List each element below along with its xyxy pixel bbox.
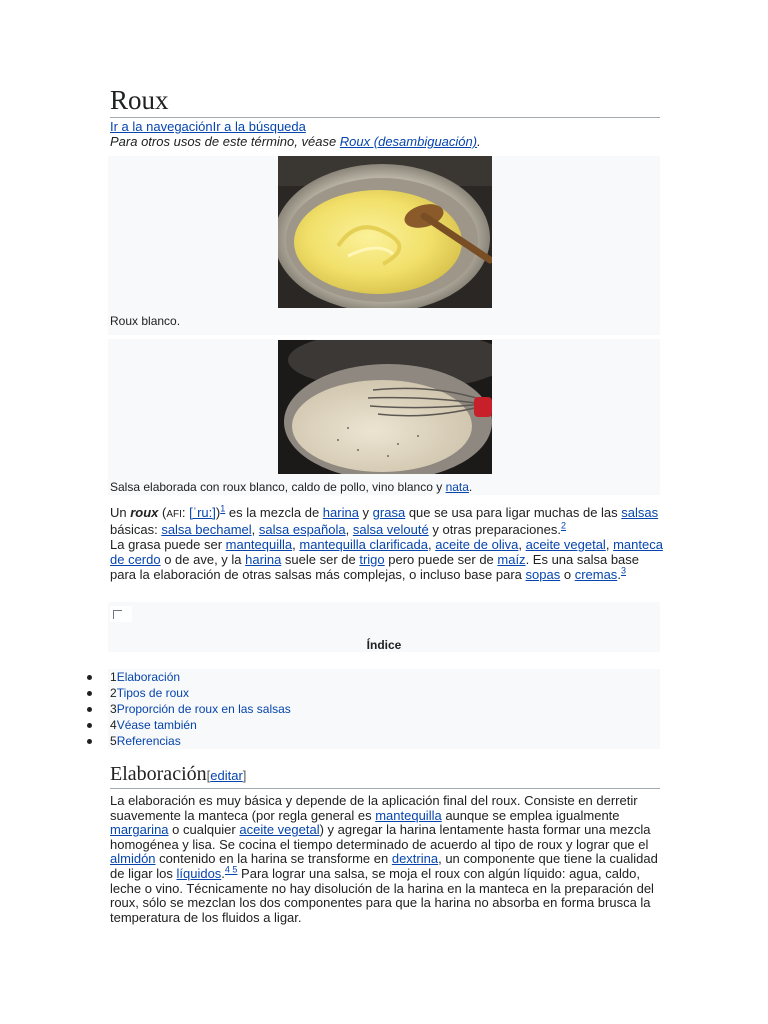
toc-text: Elaboración [116, 670, 181, 684]
intro-text: . Es una salsa base para la elaboración de otras salsas más complejas, o incluso base para [110, 552, 640, 582]
intro-text: . [617, 567, 621, 582]
edit-bracket: [ [206, 768, 211, 783]
toc-toggle-checkbox[interactable] [110, 606, 132, 622]
edit-section-link[interactable]: editar [210, 768, 243, 783]
figure-1-caption: Roux blanco. [110, 314, 181, 328]
disambiguation-link[interactable]: Roux (desambiguación) [339, 134, 478, 149]
salsas-link[interactable]: salsas [621, 505, 659, 520]
intro-text: que se usa para ligar muchas de las [405, 505, 622, 520]
edit-bracket: ] [242, 768, 247, 783]
body-text: . [221, 865, 225, 881]
nata-link[interactable]: nata [445, 480, 469, 494]
ipa-link[interactable]: [ˈru:] [189, 505, 216, 520]
intro-text: o de ave, y la [160, 552, 246, 567]
elaboracion-paragraph [110, 794, 666, 925]
reference-4-5-link[interactable]: 4 5 [224, 864, 238, 875]
intro-text: , [345, 522, 353, 537]
body-text: Para lograr una salsa, se moja el roux con algún líquido: agua, caldo, leche o vino. Técnicamente no hay disolución de la harina en la manteca en la preparación del roux, sólo se mezclan los dos componentes para que la harina no absorba en forma brusca la temperatura de los fluidos a ligar. [110, 865, 654, 925]
toc-list [108, 669, 660, 749]
toc-item[interactable] [108, 701, 660, 717]
toc-text: Véase también [116, 718, 197, 732]
toc-item[interactable] [108, 717, 660, 733]
aceite-vegetal-link[interactable]: aceite vegetal [525, 537, 606, 552]
intro-text: , [428, 537, 436, 552]
almidon-link[interactable]: almidón [110, 851, 156, 867]
figure-2-caption [110, 480, 472, 495]
dextrina-link[interactable]: dextrina [391, 851, 439, 867]
aceite-vegetal-link[interactable]: aceite vegetal [239, 822, 320, 838]
intro-text: Un [110, 505, 131, 520]
toc-number: 3 [110, 702, 117, 716]
intro-paragraph [110, 505, 666, 582]
trigo-link[interactable]: trigo [359, 552, 385, 567]
toc-text: Tipos de roux [116, 686, 189, 700]
hatnote-text: Para otros usos de este término, véase [110, 134, 340, 149]
harina-link[interactable]: harina [322, 505, 359, 520]
body-text: aunque se emplea igualmente [441, 807, 620, 823]
figure-2-caption-end: . [468, 480, 473, 494]
salsa-bechamel-link[interactable]: salsa bechamel [161, 522, 252, 537]
salsa-espanola-link[interactable]: salsa española [258, 522, 346, 537]
intro-text: es la mezcla de [225, 505, 323, 520]
toc-item[interactable] [108, 669, 660, 685]
intro-text: suele ser de [281, 552, 360, 567]
figure-salsa [108, 339, 660, 495]
intro-text: ) [215, 505, 221, 520]
grasa-link[interactable]: grasa [372, 505, 406, 520]
checkbox-icon [113, 610, 122, 619]
roux-blanco-photo[interactable] [278, 156, 492, 308]
reference-1-link[interactable]: 1 [220, 503, 226, 514]
liquidos-link[interactable]: líquidos [176, 865, 222, 881]
body-text: , un componente que tiene la cualidad de ligar los [110, 851, 658, 881]
toc-number: 1 [110, 670, 117, 684]
jump-links [110, 119, 306, 135]
reference-3-link[interactable]: 3 [620, 565, 626, 576]
salsa-photo[interactable] [278, 340, 492, 474]
cremas-link[interactable]: cremas [574, 567, 618, 582]
mantequilla-link[interactable]: mantequilla [375, 807, 442, 823]
intro-text: , [518, 537, 526, 552]
jump-to-search-link[interactable]: Ir a la búsqueda [212, 119, 306, 134]
term-roux: roux [130, 505, 159, 520]
toc-text: Proporción de roux en las salsas [116, 702, 291, 716]
reference-2-link[interactable]: 2 [560, 520, 566, 531]
mantequilla-link[interactable]: mantequilla [225, 537, 293, 552]
margarina-link[interactable]: margarina [110, 822, 169, 838]
toc-number: 2 [110, 686, 117, 700]
toc-title: Índice [366, 638, 402, 652]
intro-text: y [358, 505, 373, 520]
intro-text: o [560, 567, 575, 582]
intro-text: : [181, 505, 190, 520]
intro-text: , [292, 537, 300, 552]
body-text: o cualquier [168, 822, 240, 838]
body-text: ) y agregar la harina lentamente hasta formar una mezcla homogénea y lisa. Se cocina el tiempo determinado de acuerdo al tipo de roux y lograr que el [110, 822, 651, 852]
toc-number: 5 [110, 734, 117, 748]
intro-text: y otras preparaciones. [428, 522, 561, 537]
toc-item[interactable] [108, 685, 660, 701]
afi-label: AFI [166, 509, 182, 520]
jump-to-navigation-link[interactable]: Ir a la navegación [110, 119, 213, 134]
harina-link-2[interactable]: harina [245, 552, 282, 567]
intro-text: pero puede ser de [384, 552, 498, 567]
salsa-veloute-link[interactable]: salsa velouté [352, 522, 429, 537]
toc-text: Referencias [116, 734, 181, 748]
hatnote-end: . [477, 134, 481, 149]
manteca-de-cerdo-link[interactable]: manteca de cerdo [110, 537, 663, 567]
intro-text: , [251, 522, 259, 537]
body-text: La elaboración es muy básica y depende de la aplicación final del roux. Consiste en derretir suavemente la manteca (por regla general es [110, 793, 638, 823]
section-heading-elaboracion [110, 763, 660, 789]
section-title: Elaboración [110, 763, 207, 785]
aceite-de-oliva-link[interactable]: aceite de oliva [435, 537, 519, 552]
intro-text: La grasa puede ser [110, 537, 226, 552]
body-text: contenido en la harina se transforme en [155, 851, 392, 867]
intro-text: , [605, 537, 614, 552]
sopas-link[interactable]: sopas [525, 567, 561, 582]
toc-box [108, 602, 660, 652]
figure-2-caption-text: Salsa elaborada con roux blanco, caldo de pollo, vino blanco y [110, 480, 446, 494]
page-title: Roux [110, 84, 660, 118]
toc-number: 4 [110, 718, 117, 732]
toc-item[interactable] [108, 733, 660, 749]
intro-text: ( [158, 505, 167, 520]
hatnote [110, 134, 481, 150]
intro-text: básicas: [110, 522, 162, 537]
maiz-link[interactable]: maíz [497, 552, 526, 567]
figure-roux-blanco [108, 156, 660, 335]
mantequilla-clarificada-link[interactable]: mantequilla clarificada [299, 537, 428, 552]
